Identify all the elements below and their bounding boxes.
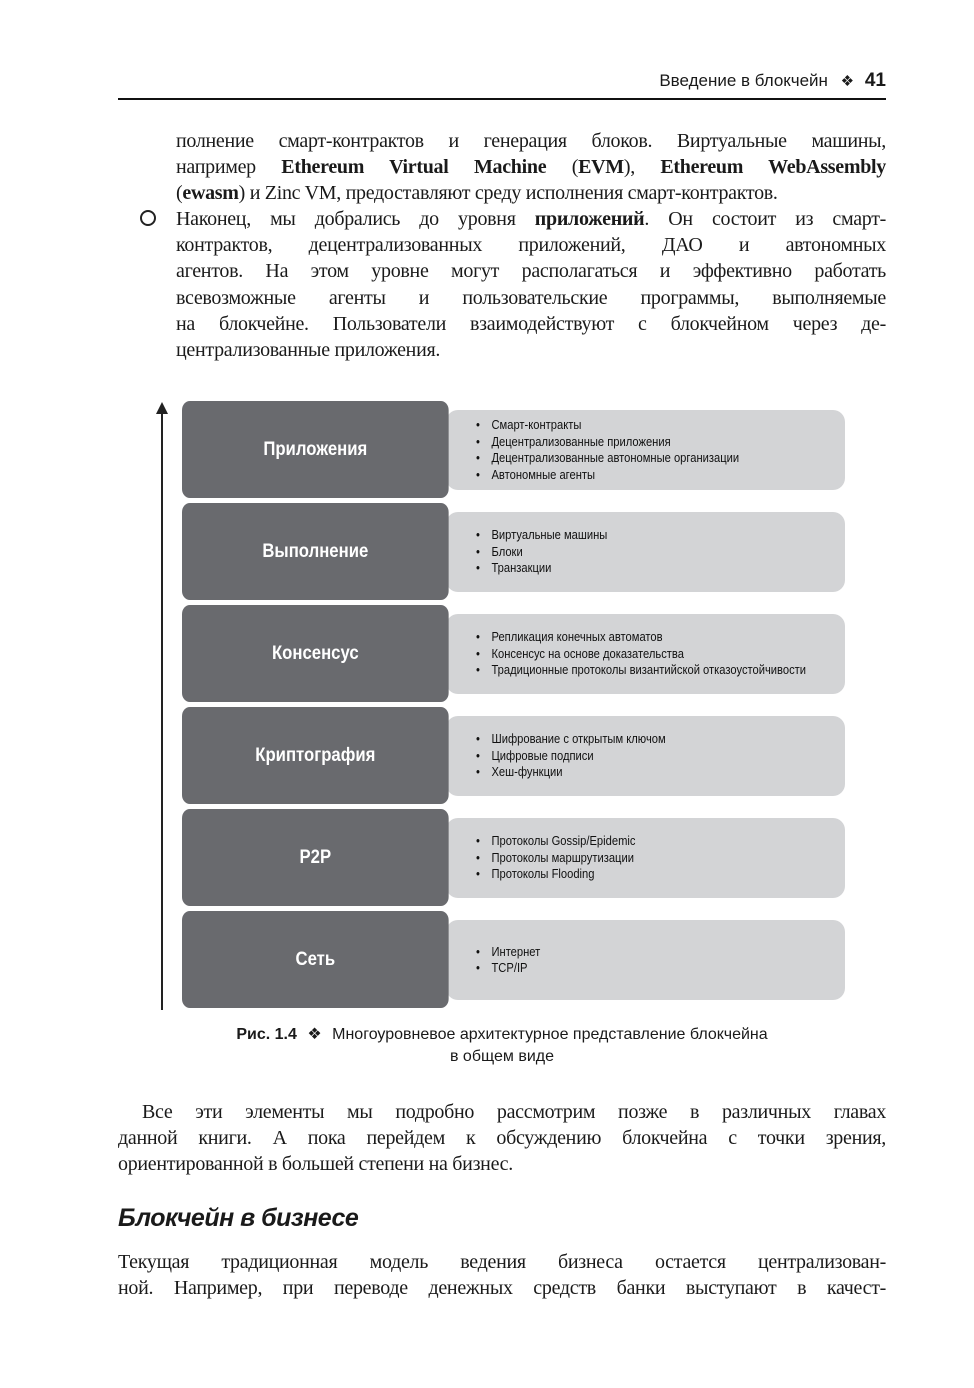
ornament-icon: ❖ [840, 73, 855, 90]
layer-item: • Протоколы маршрутизации [476, 850, 837, 867]
running-title: Введение в блокчейн [659, 71, 828, 90]
layer-name: Криптография [255, 744, 376, 766]
layer-box [182, 605, 449, 702]
caption-line-1: Многоуровневое архитектурное представление блокчейна [332, 1026, 768, 1043]
text-run: всевозможные агенты и пользовательские программы, выполняемые [176, 286, 886, 309]
layer-item: • Репликация конечных автоматов [476, 629, 837, 646]
figure-caption [118, 1024, 886, 1068]
text-run: ) и Zinc VM, предоставляют среду исполнения смарт-контрактов. [238, 182, 778, 205]
text-line [118, 1099, 886, 1125]
text-run: полнение смарт-контрактов и генерация блоков. Виртуальные машины, [176, 130, 886, 152]
text-run: ( [176, 182, 183, 205]
layer-item: • TCP/IP [476, 960, 837, 977]
layer-item: • Блоки [476, 544, 837, 561]
text-line [118, 1125, 886, 1151]
paragraph-business [118, 1249, 886, 1301]
text-line [176, 337, 886, 363]
layer-box [182, 809, 449, 906]
layer-items [476, 410, 837, 490]
bold-term: приложений [534, 208, 645, 230]
bullet-paragraph [176, 206, 886, 363]
header-rule [118, 98, 886, 100]
text-run: агентов. На этом уровне могут располагаться и эффективно работать [176, 260, 886, 283]
layer-item: • Смарт-контракты [476, 417, 837, 434]
layer-name: P2P [299, 846, 332, 868]
text-line [118, 1249, 886, 1275]
text-run: на блокчейне. Пользователи взаимодействуют с блокчейном через де- [176, 312, 886, 335]
caption-label: Рис. 1.4 [236, 1026, 297, 1043]
bold-term: Ethereum WebAssembly [660, 156, 887, 179]
layer-item: • Цифровые подписи [476, 748, 837, 765]
text-run: централизованные приложения. [176, 339, 441, 362]
caption-ornament-icon: ❖ [307, 1026, 322, 1043]
arrow-shaft [161, 410, 163, 1010]
layer-box [182, 401, 449, 498]
layer-name: Консенсус [271, 642, 359, 664]
layer-name: Приложения [263, 438, 368, 460]
layer-item: • Децентрализованные автономные организации [476, 450, 837, 467]
layer-item: • Протоколы Flooding [476, 866, 837, 883]
text-line [176, 154, 886, 180]
text-line [118, 1275, 886, 1301]
bold-term: ewasm [182, 182, 239, 205]
text-line [176, 232, 886, 258]
text-run: контрактов, децентрализованных приложений, ДАО и автономных [176, 234, 886, 257]
layer-name: Выполнение [262, 540, 369, 562]
text-line [176, 206, 886, 232]
layer-box [182, 911, 449, 1008]
text-run: Текущая традиционная модель ведения бизнеса остается централизован- [118, 1251, 886, 1273]
paragraph-continuation [176, 128, 886, 207]
text-line [176, 128, 886, 154]
text-line [176, 285, 886, 311]
bold-term: Ethereum Virtual Machine [281, 156, 547, 179]
layer-item: • Интернет [476, 944, 837, 961]
paragraph-summary [118, 1099, 886, 1178]
layer-items [476, 818, 837, 898]
layer-item: • Виртуальные машины [476, 527, 837, 544]
bold-term: EVM [578, 156, 624, 179]
layer-item: • Традиционные протоколы византийской отказоустойчивости [476, 662, 837, 679]
layer-items [476, 614, 837, 694]
layer-items [476, 716, 837, 796]
text-run: например [176, 156, 282, 179]
text-run: Наконец, мы добрались до уровня [176, 208, 535, 230]
bullet-circle-icon [140, 210, 156, 226]
text-line [118, 1151, 886, 1177]
layer-item: • Шифрование с открытым ключом [476, 731, 837, 748]
layer-item: • Протоколы Gossip/Epidemic [476, 833, 837, 850]
text-run: ), [623, 156, 661, 179]
text-run: ориентированной в большей степени на бизнес. [118, 1153, 513, 1176]
section-heading: Блокчейн в бизнесе [118, 1204, 359, 1232]
layer-item: • Автономные агенты [476, 467, 837, 484]
text-line [176, 180, 886, 206]
layer-box [182, 707, 449, 804]
layer-item: • Транзакции [476, 560, 837, 577]
running-header [118, 70, 886, 98]
layer-name: Сеть [295, 948, 336, 970]
text-run: Все эти элементы мы подробно рассмотрим позже в различных главах [142, 1101, 886, 1123]
text-run: . Он состоит из смарт- [644, 208, 887, 230]
layer-item: • Децентрализованные приложения [476, 434, 837, 451]
layer-items [476, 512, 837, 592]
layer-item: • Хеш-функции [476, 764, 837, 781]
text-run: ной. Например, при переводе денежных средств банки выступают в качест- [118, 1277, 886, 1300]
caption-line-2: в общем виде [449, 1048, 554, 1065]
layer-box [182, 503, 449, 600]
layer-items [476, 920, 837, 1000]
page-number: 41 [864, 70, 886, 91]
text-line [176, 311, 886, 337]
text-run: данной книги. А пока перейдем к обсуждению блокчейна с точки зрения, [118, 1127, 886, 1150]
layer-item: • Консенсус на основе доказательства [476, 646, 837, 663]
text-run: ( [546, 156, 579, 179]
text-line [176, 258, 886, 284]
